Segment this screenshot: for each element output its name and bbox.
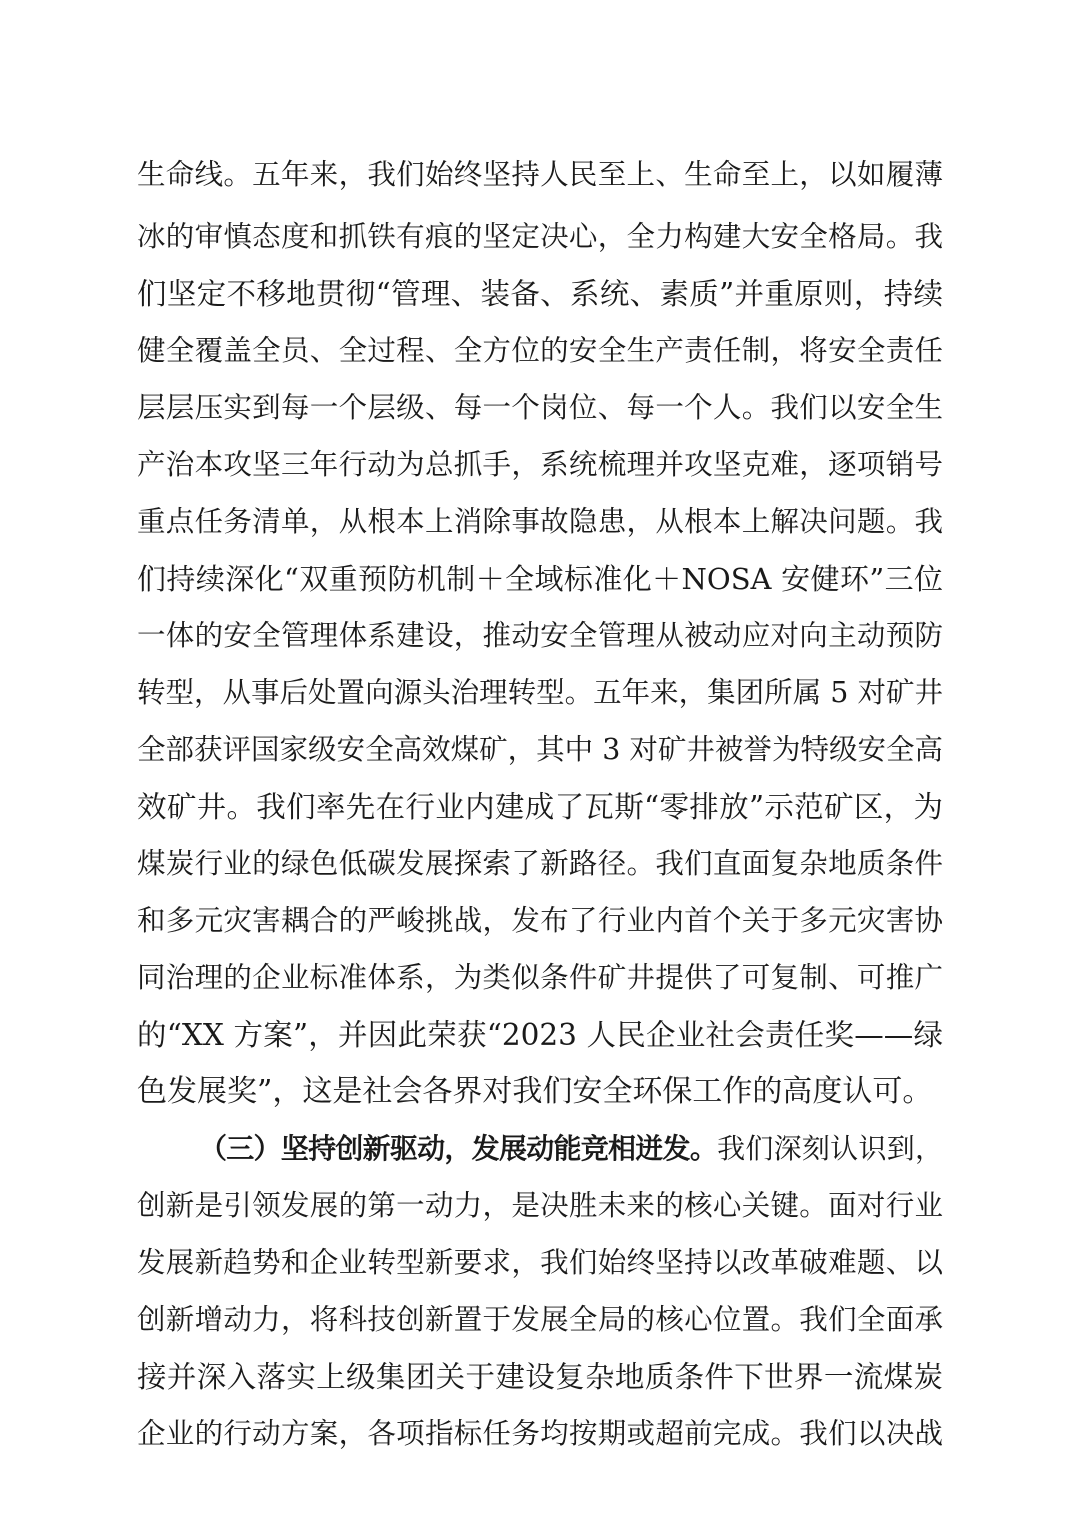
paragraph-2-line-3: 发展新趋势和企业转型新要求，我们始终坚持以改革破难题、以	[137, 1246, 943, 1279]
paragraph-2-line-1	[199, 1122, 943, 1176]
paragraph-1-line-17: 色发展奖”，这是社会各界对我们安全环保工作的高度认可。	[137, 1074, 933, 1109]
paragraph-2-line-6: 企业的行动方案，各项指标任务均按期或超前完成。我们以决战	[137, 1417, 943, 1450]
paragraph-1-line-2: 冰的审慎态度和抓铁有痕的坚定决心，全力构建大安全格局。我	[137, 220, 943, 253]
paragraph-1-line-4: 健全覆盖全员、全过程、全方位的安全生产责任制，将安全责任	[137, 334, 943, 367]
section-heading: （三）坚持创新驱动，发展动能竞相迸发。	[199, 1132, 718, 1165]
paragraph-2-line-5: 接并深入落实上级集团关于建设复杂地质条件下世界一流煤炭	[137, 1360, 943, 1394]
paragraph-1-line-5: 层层压实到每一个层级、每一个岗位、每一个人。我们以安全生	[137, 391, 943, 424]
paragraph-1-line-6: 产治本攻坚三年行动为总抓手，系统梳理并攻坚克难，逐项销号	[137, 448, 943, 481]
paragraph-1-line-14: 和多元灾害耦合的严峻挑战，发布了行业内首个关于多元灾害协	[137, 904, 943, 937]
paragraph-1-line-15: 同治理的企业标准体系，为类似条件矿井提供了可复制、可推广	[137, 961, 943, 994]
paragraph-1-line-10: 转型，从事后处置向源头治理转型。五年来，集团所属 5 对矿井	[137, 676, 943, 709]
paragraph-1-line-8: 们持续深化“双重预防机制＋全域标准化＋NOSA 安健环”三位	[137, 562, 943, 596]
paragraph-2-line-2: 创新是引领发展的第一动力，是决胜未来的核心关键。面对行业	[137, 1189, 943, 1222]
paragraph-1-line-7: 重点任务清单，从根本上消除事故隐患，从根本上解决问题。我	[137, 505, 943, 538]
paragraph-1-line-9: 一体的安全管理体系建设，推动安全管理从被动应对向主动预防	[137, 619, 943, 652]
paragraph-1-line-1: 生命线。五年来，我们始终坚持人民至上、生命至上，以如履薄	[137, 158, 943, 191]
paragraph-1-line-11: 全部获评国家级安全高效煤矿，其中 3 对矿井被誉为特级安全高	[137, 733, 943, 766]
paragraph-1-line-16: 的“XX 方案”，并因此荣获“2023 人民企业社会责任奖——绿	[137, 1018, 943, 1052]
paragraph-1-line-3: 们坚定不移地贯彻“管理、装备、系统、素质”并重原则，持续	[137, 277, 943, 311]
paragraph-1-line-13: 煤炭行业的绿色低碳发展探索了新路径。我们直面复杂地质条件	[137, 847, 943, 880]
paragraph-2-line-1-rest: 我们深刻认识到，	[717, 1132, 943, 1165]
paragraph-1-line-12: 效矿井。我们率先在行业内建成了瓦斯“零排放”示范矿区，为	[137, 790, 943, 824]
paragraph-2-line-4: 创新增动力，将科技创新置于发展全局的核心位置。我们全面承	[137, 1303, 943, 1336]
